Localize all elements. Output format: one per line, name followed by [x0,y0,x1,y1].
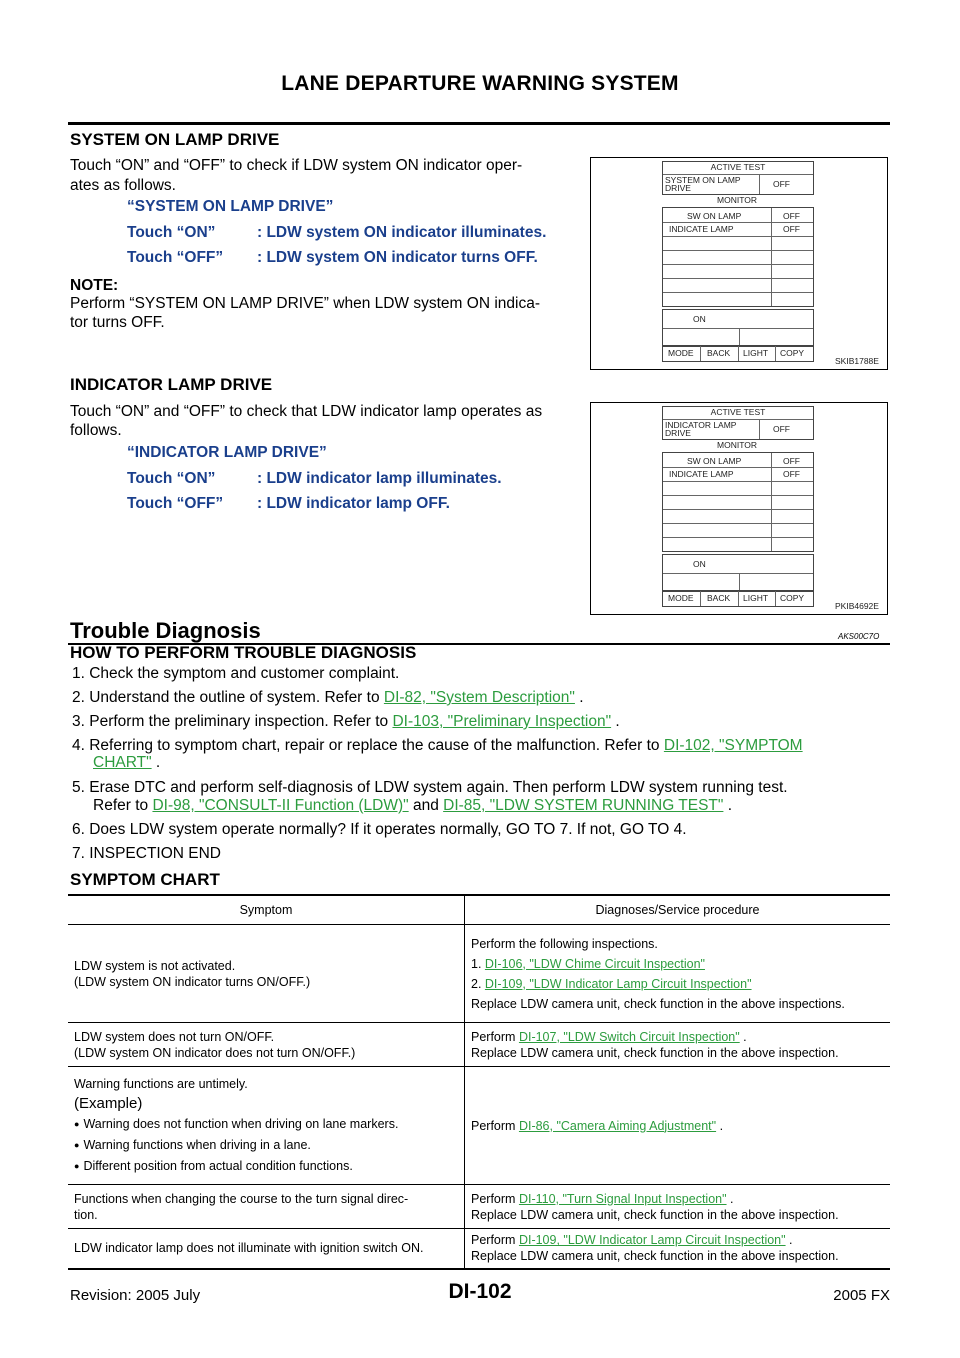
symptom-chart-heading: SYMPTOM CHART [70,870,220,889]
sec1-intro-line1: Touch “ON” and “OFF” to check if LDW system ON indicator oper- [70,157,523,174]
sec2-off-label: Touch “OFF” [127,495,224,512]
link-symptom-chart[interactable]: DI-102, "SYMPTOM [663,737,803,754]
table-row [68,925,890,1023]
figure-active-test-indicator-lamp [590,402,888,615]
table-row [68,1185,890,1229]
fig1-copy: COPY [780,348,805,358]
sec1-item-title: “SYSTEM ON LAMP DRIVE” [127,198,334,215]
row3-symptom: Warning functions are untimely. (Example) ● Warning does not function when driving on lane markers. ● Warning functions when driving in a lane. ● Different position from actual condition functions. [68,1067,465,1185]
figure-active-test-system-on-lamp [590,157,888,370]
fig1-code: SKIB1788E [835,356,879,366]
fig1-indicate-lamp: INDICATE LAMP [669,224,734,234]
fig2-indicate-value: OFF [783,469,800,479]
fig1-sw-value: OFF [783,211,800,221]
sec1-note-line1: Perform “SYSTEM ON LAMP DRIVE” when LDW system ON indica- [70,295,540,312]
fig2-active-test: ACTIVE TEST [710,407,766,417]
fig2-sw-on-lamp: SW ON LAMP [687,456,742,466]
link-indicator-lamp-circuit-2[interactable]: DI-109, "LDW Indicator Lamp Circuit Inspection" [518,1233,786,1248]
fig1-item-line2: DRIVE [665,183,691,193]
sec2-item-title: “INDICATOR LAMP DRIVE” [127,444,327,461]
fig2-header-box [662,406,814,440]
fig1-item-value: OFF [773,179,790,189]
fig1-monitor-box [662,207,814,307]
table-header-row [68,895,890,925]
fig2-monitor: MONITOR [717,440,757,450]
sec1-off-desc: : LDW system ON indicator turns OFF. [257,249,538,266]
fig2-button-bar [662,590,814,607]
sec1-on-label: Touch “ON” [127,224,216,241]
fig1-back: BACK [707,348,731,358]
page-number: DI-102 [448,1280,512,1303]
link-switch-circuit[interactable]: DI-107, "LDW Switch Circuit Inspection" [518,1029,740,1044]
row2-symptom: LDW system does not turn ON/OFF. (LDW system ON indicator does not turn ON/OFF.) [68,1023,465,1067]
fig2-on-box [662,554,814,592]
row3-diagnosis: Perform DI-86, "Camera Aiming Adjustment" . [465,1067,891,1185]
sec1-on-desc: : LDW system ON indicator illuminates. [257,224,547,241]
sec2-off-desc: : LDW indicator lamp OFF. [257,495,450,512]
fig1-monitor: MONITOR [717,195,757,205]
step-5-cont: Refer to DI-98, "CONSULT-II Function (LDW)" and DI-85, "LDW SYSTEM RUNNING TEST" . [93,797,733,814]
table-row [68,1023,890,1067]
table-row [68,1067,890,1185]
page-title: LANE DEPARTURE WARNING SYSTEM [281,72,679,95]
step-3: 3. Perform the preliminary inspection. Refer to DI-103, "Preliminary Inspection" . [72,713,620,730]
fig2-mode: MODE [668,593,694,603]
fig1-button-bar [662,345,814,362]
link-camera-aiming[interactable]: DI-86, "Camera Aiming Adjustment" [518,1118,717,1133]
row5-diagnosis: Perform DI-109, "LDW Indicator Lamp Circuit Inspection" . Replace LDW camera unit, check function in the above inspection. [465,1229,891,1269]
fig2-item-line1: INDICATOR LAMP [665,420,737,430]
sec1-intro-line2: ates as follows. [70,177,176,194]
fig1-item-line1: SYSTEM ON LAMP [665,175,741,185]
footer-model: 2005 FX [833,1287,890,1304]
step-7: 7. INSPECTION END [72,845,221,862]
step-4-cont: CHART" . [93,754,161,771]
how-to-heading: HOW TO PERFORM TROUBLE DIAGNOSIS [70,643,417,662]
link-indicator-lamp-circuit[interactable]: DI-109, "LDW Indicator Lamp Circuit Inspection" [484,976,752,991]
sec1-note-line2: tor turns OFF. [70,314,165,331]
row1-diagnosis: Perform the following inspections. 1. DI-106, "LDW Chime Circuit Inspection" 2. DI-109, "LDW Indicator Lamp Circuit Inspection" Replace LDW camera unit, check function in the above inspections. [465,925,891,1023]
step-5: 5. Erase DTC and perform self-diagnosis of LDW system again. Then perform LDW system running test. [72,779,788,796]
step-6: 6. Does LDW system operate normally? If it operates normally, GO TO 7. If not, GO TO 4. [72,821,687,838]
step-2: 2. Understand the outline of system. Refer to DI-82, "System Description" . [72,689,584,706]
link-ldw-running-test[interactable]: DI-85, "LDW SYSTEM RUNNING TEST" [443,797,724,814]
col-diagnoses: Diagnoses/Service procedure [465,895,891,925]
fig2-indicate-lamp: INDICATE LAMP [669,469,734,479]
link-symptom-chart-cont[interactable]: CHART" [93,754,152,771]
table-row [68,1229,890,1269]
col-symptom: Symptom [68,895,465,925]
fig2-on-button: ON [693,559,706,569]
fig1-header-box [662,161,814,195]
fig2-back: BACK [707,593,731,603]
row4-diagnosis: Perform DI-110, "Turn Signal Input Inspection" . Replace LDW camera unit, check function in the above inspection. [465,1185,891,1229]
footer-revision: Revision: 2005 July [70,1287,201,1304]
fig1-sw-on-lamp: SW ON LAMP [687,211,742,221]
sec2-intro-line2: follows. [70,422,122,439]
trouble-diagnosis-heading: Trouble Diagnosis [70,618,261,643]
link-system-description[interactable]: DI-82, "System Description" [383,689,575,706]
fig2-code: PKIB4692E [835,601,879,611]
link-turn-signal[interactable]: DI-110, "Turn Signal Input Inspection" [518,1191,727,1206]
section-heading-indicator-lamp-drive: INDICATOR LAMP DRIVE [70,375,273,394]
fig2-sw-value: OFF [783,456,800,466]
header-rule [68,122,890,125]
fig1-on-box [662,309,814,347]
link-chime-circuit[interactable]: DI-106, "LDW Chime Circuit Inspection" [484,956,705,971]
row5-symptom: LDW indicator lamp does not illuminate with ignition switch ON. [68,1229,465,1269]
fig2-copy: COPY [780,593,805,603]
fig1-indicate-value: OFF [783,224,800,234]
link-consult-ii-function[interactable]: DI-98, "CONSULT-II Function (LDW)" [152,797,409,814]
fig1-mode: MODE [668,348,694,358]
sec1-note-heading: NOTE: [70,277,119,294]
fig1-on-button: ON [693,314,706,324]
fig2-light: LIGHT [743,593,769,603]
row1-symptom: LDW system is not activated. (LDW system ON indicator turns ON/OFF.) [68,925,465,1023]
fig1-light: LIGHT [743,348,769,358]
fig1-active-test: ACTIVE TEST [710,162,766,172]
section-heading-system-on-lamp-drive: SYSTEM ON LAMP DRIVE [70,130,280,149]
sec2-on-desc: : LDW indicator lamp illuminates. [257,470,502,487]
fig2-monitor-box [662,452,814,552]
symptom-chart-table [68,894,890,1270]
row4-symptom: Functions when changing the course to the turn signal direc- tion. [68,1185,465,1229]
sec1-off-label: Touch “OFF” [127,249,224,266]
link-preliminary-inspection[interactable]: DI-103, "Preliminary Inspection" [392,713,612,730]
step-4: 4. Referring to symptom chart, repair or replace the cause of the malfunction. Refer to DI-102, "SYMPTOM [72,737,803,754]
trouble-code: AKS00C7O [838,632,880,641]
sec2-intro-line1: Touch “ON” and “OFF” to check that LDW indicator lamp operates as [70,403,543,420]
fig2-item-line2: DRIVE [665,428,691,438]
step-1: 1. Check the symptom and customer complaint. [72,665,400,682]
sec2-on-label: Touch “ON” [127,470,216,487]
row2-diagnosis: Perform DI-107, "LDW Switch Circuit Inspection" . Replace LDW camera unit, check function in the above inspection. [465,1023,891,1067]
fig2-item-value: OFF [773,424,790,434]
